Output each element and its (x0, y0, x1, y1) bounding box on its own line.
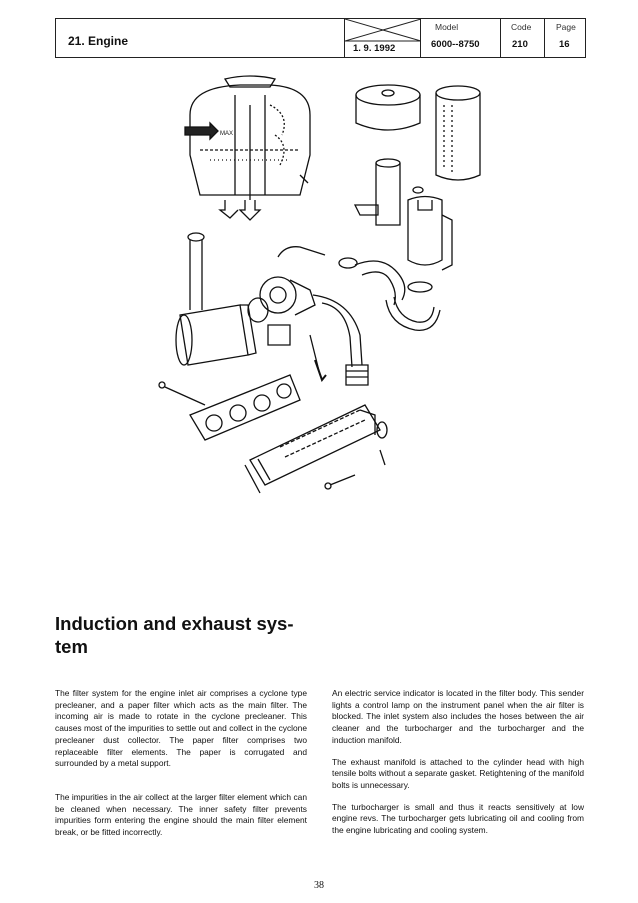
section-title: 21. Engine (68, 34, 129, 48)
date-cell (344, 19, 420, 57)
cyclone-precleaner-cutaway (185, 76, 310, 220)
code-value: 210 (512, 39, 528, 50)
model-label: Model (435, 22, 459, 32)
intake-hoses (313, 258, 440, 385)
code-cell (500, 19, 544, 57)
model-value: 6000--8750 (431, 39, 480, 50)
left-column (55, 688, 307, 849)
issue-date: 1. 9. 1992 (353, 43, 396, 54)
right-paragraph-2: The exhaust manifold is attached to the cylinder head with high tensile bolts without a separate gasket. Retightening of the manifold bolts is unnecessary. (332, 756, 584, 790)
max-label: MAX (220, 131, 234, 137)
muffler (176, 233, 256, 365)
code-label: Code (511, 22, 532, 32)
document-header (55, 18, 586, 58)
page-cell (544, 19, 587, 57)
left-paragraph-1: The filter system for the engine inlet air comprises a cyclone type precleaner, and a paper filter which acts as the main filter. The incoming air is made to rotate in the cyclone precleaner. This causes most of the impurities to settle out and collect in the cyclone precleaner dust collector. The paper filter comprises two replaceable filter elements. The paper is corrugated and surrounded by a metal support. (55, 688, 307, 769)
right-paragraph-3: The turbocharger is small and thus it reacts sensitively at low engine revs. The turbocharger gets lubricating oil and cooling from the engine lubricating and cooling system. (332, 801, 584, 836)
page-value: 16 (559, 39, 570, 50)
turbocharger (248, 247, 326, 380)
right-paragraph-1: An electric service indicator is located in the filter body. This sender lights a control lamp on the instrument panel when the air filter is blocked. The inlet system also includes the hoses between the air cleaner and the turbocharger and the turbocharger and the induction manifold. (332, 688, 584, 745)
left-paragraph-2: The impurities in the air collect at the larger filter element which can be cleaned when necessary. The inner safety filter prevents impurities form entering the engine should the main filter element break, or be fitted incorrectly. (55, 791, 307, 838)
induction-exhaust-illustration (150, 75, 610, 515)
exhaust-manifold (159, 375, 300, 440)
model-cell (420, 19, 500, 57)
section-heading: Induction and exhaust sys-tem (55, 613, 294, 657)
page-number: 38 (314, 880, 324, 891)
induction-manifold (245, 405, 387, 493)
right-column (332, 688, 584, 847)
air-filter-assembly (355, 85, 480, 270)
page-label: Page (556, 22, 576, 32)
